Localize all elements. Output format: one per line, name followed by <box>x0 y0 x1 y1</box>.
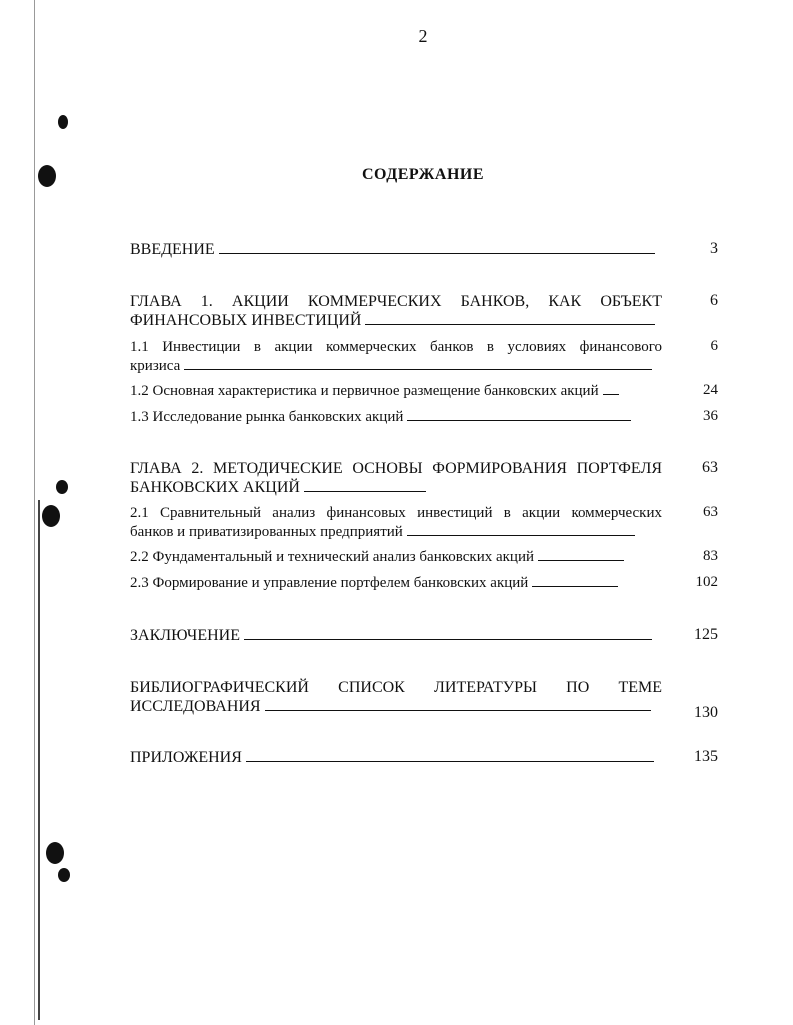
hole-punch-mark <box>58 868 70 882</box>
toc-page-number: 63 <box>702 459 718 476</box>
page-number: 2 <box>418 26 428 46</box>
toc-page-number: 125 <box>694 626 718 643</box>
scan-edge-line <box>34 0 35 1025</box>
toc-page-number: 6 <box>710 338 718 354</box>
toc-entry-appendix: ПРИЛОЖЕНИЯ 135 <box>130 748 718 766</box>
page-title: СОДЕРЖАНИЕ <box>361 166 485 183</box>
toc-entry-conclusion: ЗАКЛЮЧЕНИЕ 125 <box>130 626 718 644</box>
toc-page-number: 24 <box>703 382 718 398</box>
toc-entry-bibliography: БИБЛИОГРАФИЧЕСКИЙ СПИСОК ЛИТЕРАТУРЫ ПО ТЕМЕ ИССЛЕДОВАНИЯ 130 <box>130 679 718 721</box>
hole-punch-mark <box>56 480 68 494</box>
toc-entry-section-2-3: 2.3 Формирование и управление портфелем банковских акций 102 <box>130 574 718 591</box>
chapter-heading-line: ГЛАВА 1. АКЦИИ КОММЕРЧЕСКИХ БАНКОВ, КАК ОБЪЕКТ <box>130 293 662 310</box>
toc-page-number: 63 <box>703 504 718 520</box>
toc-page-number: 83 <box>703 548 718 564</box>
toc-entry-section-2-1: 2.1 Сравнительный анализ финансовых инвестиций в акции коммерческих банков и приватизированных предприятий 63 <box>130 504 718 540</box>
toc-page-number: 135 <box>694 748 718 765</box>
toc-page-number: 102 <box>695 574 718 590</box>
toc-entry-section-2-2: 2.2 Фундаментальный и технический анализ банковских акций 83 <box>130 548 718 565</box>
hole-punch-mark <box>58 115 68 129</box>
hole-punch-mark <box>42 505 60 527</box>
toc-entry-section-1-1: 1.1 Инвестиции в акции коммерческих банков в условиях финансового кризиса 6 <box>130 338 718 374</box>
scan-edge-line <box>38 500 40 1020</box>
toc-entry-section-1-3: 1.3 Исследование рынка банковских акций 36 <box>130 408 718 425</box>
toc-page-number: 36 <box>703 408 718 424</box>
toc-entry-chapter-1: ГЛАВА 1. АКЦИИ КОММЕРЧЕСКИХ БАНКОВ, КАК ОБЪЕКТ ФИНАНСОВЫХ ИНВЕСТИЦИЙ 6 <box>130 292 718 329</box>
toc-entry-section-1-2: 1.2 Основная характеристика и первичное размещение банковских акций 24 <box>130 382 718 399</box>
toc-page-number: 130 <box>694 704 718 721</box>
toc-entry-chapter-2: ГЛАВА 2. МЕТОДИЧЕСКИЕ ОСНОВЫ ФОРМИРОВАНИЯ ПОРТФЕЛЯ БАНКОВСКИХ АКЦИЙ 63 <box>130 459 718 496</box>
hole-punch-mark <box>46 842 64 864</box>
toc-page-number: 3 <box>710 240 718 257</box>
toc-page-number: 6 <box>710 292 718 309</box>
toc-entry-intro: ВВЕДЕНИЕ 3 <box>130 240 718 258</box>
chapter-heading-line: ГЛАВА 2. МЕТОДИЧЕСКИЕ ОСНОВЫ ФОРМИРОВАНИЯ ПОРТФЕЛЯ <box>130 460 662 477</box>
